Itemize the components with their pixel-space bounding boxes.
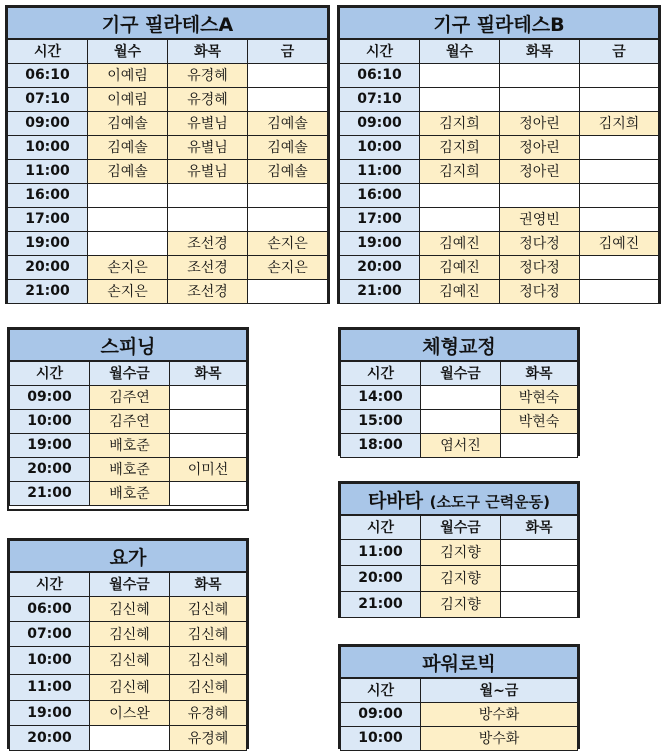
instructor-cell: 김주연 — [90, 409, 170, 433]
instructor-cell: 조선경 — [168, 255, 248, 279]
instructor-cell — [248, 279, 328, 303]
instructor-cell: 손지은 — [88, 279, 168, 303]
table-row — [340, 159, 659, 183]
table-row — [340, 111, 659, 135]
column-header: 금 — [580, 39, 659, 63]
column-header: 시간 — [10, 361, 90, 385]
table-row — [341, 591, 578, 617]
time-cell: 19:00 — [10, 700, 90, 725]
instructor-cell: 김신혜 — [90, 674, 170, 700]
instructor-cell: 김신혜 — [90, 621, 170, 646]
instructor-cell: 김지향 — [421, 539, 501, 565]
time-cell: 06:00 — [10, 596, 90, 621]
instructor-cell: 정다정 — [500, 231, 580, 255]
table-row — [8, 63, 328, 87]
instructor-cell: 이예림 — [88, 87, 168, 111]
time-cell: 20:00 — [10, 725, 90, 750]
table-row — [10, 621, 247, 646]
instructor-cell: 유경혜 — [168, 63, 248, 87]
schedule-table — [339, 7, 659, 304]
instructor-cell: 유경혜 — [170, 700, 247, 725]
instructor-cell: 김예솔 — [88, 159, 168, 183]
instructor-cell — [248, 207, 328, 231]
table-row — [8, 135, 328, 159]
time-cell: 09:00 — [340, 111, 420, 135]
instructor-cell — [90, 725, 170, 750]
table-row — [341, 409, 578, 433]
time-cell: 21:00 — [341, 591, 421, 617]
column-header: 월수금 — [421, 515, 501, 539]
instructor-cell — [580, 87, 659, 111]
time-cell: 19:00 — [10, 433, 90, 457]
instructor-cell — [501, 591, 578, 617]
column-header: 시간 — [8, 39, 88, 63]
instructor-cell — [168, 207, 248, 231]
time-cell: 20:00 — [10, 457, 90, 481]
table-row — [340, 279, 659, 303]
schedule-subtitle: (소도구 근력운동) — [429, 492, 551, 511]
instructor-cell: 정아린 — [500, 111, 580, 135]
schedule-title: 체형교정 — [341, 330, 578, 362]
instructor-cell — [170, 433, 247, 457]
column-header: 시간 — [10, 572, 90, 596]
time-cell: 17:00 — [8, 207, 88, 231]
instructor-cell: 권영빈 — [500, 207, 580, 231]
instructor-cell — [420, 63, 500, 87]
instructor-cell: 김예진 — [420, 279, 500, 303]
column-header: 화목 — [501, 515, 578, 539]
schedule-table — [9, 540, 247, 751]
instructor-cell — [170, 481, 247, 505]
time-cell: 09:00 — [10, 385, 90, 409]
time-cell: 07:10 — [8, 87, 88, 111]
column-header: 금 — [248, 39, 328, 63]
instructor-cell: 김신혜 — [170, 646, 247, 674]
time-cell: 17:00 — [340, 207, 420, 231]
instructor-cell: 김신혜 — [170, 674, 247, 700]
time-cell: 20:00 — [8, 255, 88, 279]
time-cell: 10:00 — [10, 409, 90, 433]
time-cell: 11:00 — [10, 674, 90, 700]
instructor-cell: 김신혜 — [90, 646, 170, 674]
table-row — [340, 135, 659, 159]
column-header: 화목 — [170, 361, 247, 385]
schedule-table — [340, 483, 578, 618]
instructor-cell: 손지은 — [248, 255, 328, 279]
time-cell: 19:00 — [340, 231, 420, 255]
instructor-cell: 조선경 — [168, 279, 248, 303]
instructor-cell: 방수화 — [421, 702, 578, 726]
table-row — [10, 596, 247, 621]
instructor-cell — [580, 207, 659, 231]
instructor-cell: 유별님 — [168, 159, 248, 183]
instructor-cell: 김예솔 — [88, 135, 168, 159]
instructor-cell: 배호준 — [90, 481, 170, 505]
instructor-cell — [88, 231, 168, 255]
column-header: 월~금 — [421, 678, 578, 702]
instructor-cell: 김신혜 — [170, 621, 247, 646]
time-cell: 19:00 — [8, 231, 88, 255]
table-row — [8, 159, 328, 183]
table-row — [10, 700, 247, 725]
instructor-cell: 정다정 — [500, 255, 580, 279]
table-row — [8, 87, 328, 111]
column-header: 월수금 — [90, 361, 170, 385]
time-cell: 10:00 — [341, 726, 421, 750]
time-cell: 11:00 — [341, 539, 421, 565]
instructor-cell — [501, 433, 578, 457]
instructor-cell: 김예솔 — [248, 135, 328, 159]
table-row — [341, 565, 578, 591]
instructor-cell: 방수화 — [421, 726, 578, 750]
time-cell: 16:00 — [8, 183, 88, 207]
column-header: 시간 — [341, 361, 421, 385]
time-cell: 15:00 — [341, 409, 421, 433]
instructor-cell: 김신혜 — [90, 596, 170, 621]
instructor-cell — [421, 385, 501, 409]
column-header: 월수금 — [421, 361, 501, 385]
instructor-cell: 유경혜 — [170, 725, 247, 750]
instructor-cell: 손지은 — [88, 255, 168, 279]
instructor-cell: 정아린 — [500, 135, 580, 159]
time-cell: 09:00 — [341, 702, 421, 726]
schedule-power-aerobic — [338, 644, 580, 749]
schedule-title: 파워로빅 — [341, 647, 578, 679]
instructor-cell: 박현숙 — [501, 385, 578, 409]
schedule-tabata — [338, 481, 580, 618]
time-cell: 07:00 — [10, 621, 90, 646]
table-row — [10, 409, 247, 433]
column-header: 월수 — [420, 39, 500, 63]
schedule-yoga — [7, 538, 249, 749]
instructor-cell: 배호준 — [90, 433, 170, 457]
table-row — [10, 385, 247, 409]
schedule-title — [341, 484, 578, 516]
table-row — [341, 726, 578, 750]
instructor-cell: 염서진 — [421, 433, 501, 457]
column-header: 화목 — [170, 572, 247, 596]
instructor-cell: 김지희 — [420, 111, 500, 135]
column-header: 화목 — [500, 39, 580, 63]
instructor-cell — [501, 539, 578, 565]
time-cell: 07:10 — [340, 87, 420, 111]
schedule-title: 기구 필라테스A — [8, 8, 328, 40]
table-row — [10, 725, 247, 750]
instructor-cell: 김신혜 — [170, 596, 247, 621]
time-cell: 21:00 — [340, 279, 420, 303]
time-cell: 11:00 — [340, 159, 420, 183]
column-header: 시간 — [341, 515, 421, 539]
instructor-cell — [580, 159, 659, 183]
time-cell: 21:00 — [8, 279, 88, 303]
instructor-cell: 김예솔 — [248, 159, 328, 183]
instructor-cell: 김주연 — [90, 385, 170, 409]
table-row — [341, 433, 578, 457]
time-cell: 20:00 — [340, 255, 420, 279]
schedule-pilates-a — [5, 5, 330, 304]
time-cell: 20:00 — [341, 565, 421, 591]
column-header: 화목 — [501, 361, 578, 385]
column-header: 시간 — [340, 39, 420, 63]
time-cell: 10:00 — [8, 135, 88, 159]
schedule-title-main: 타바타 — [367, 489, 424, 512]
instructor-cell: 유별님 — [168, 111, 248, 135]
schedule-table — [7, 7, 328, 304]
time-cell: 06:10 — [8, 63, 88, 87]
table-row — [341, 539, 578, 565]
instructor-cell — [170, 385, 247, 409]
instructor-cell — [580, 63, 659, 87]
instructor-cell: 정다정 — [500, 279, 580, 303]
instructor-cell — [500, 63, 580, 87]
table-row — [10, 457, 247, 481]
table-row — [8, 111, 328, 135]
instructor-cell — [501, 565, 578, 591]
table-row — [8, 207, 328, 231]
table-row — [8, 231, 328, 255]
table-row — [8, 255, 328, 279]
instructor-cell — [420, 183, 500, 207]
time-cell: 10:00 — [340, 135, 420, 159]
time-cell: 10:00 — [10, 646, 90, 674]
instructor-cell: 정아린 — [500, 159, 580, 183]
time-cell: 09:00 — [8, 111, 88, 135]
instructor-cell — [500, 183, 580, 207]
instructor-cell: 김예진 — [420, 255, 500, 279]
table-row — [340, 255, 659, 279]
instructor-cell — [88, 183, 168, 207]
schedule-title: 스피닝 — [10, 330, 247, 362]
instructor-cell: 이스완 — [90, 700, 170, 725]
instructor-cell — [248, 183, 328, 207]
time-cell: 18:00 — [341, 433, 421, 457]
schedule-title: 기구 필라테스B — [340, 8, 659, 40]
instructor-cell: 유별님 — [168, 135, 248, 159]
schedule-pilates-b — [337, 5, 661, 304]
instructor-cell — [420, 207, 500, 231]
instructor-cell — [248, 63, 328, 87]
instructor-cell: 김지희 — [580, 111, 659, 135]
instructor-cell — [421, 409, 501, 433]
instructor-cell — [580, 279, 659, 303]
instructor-cell: 김지희 — [420, 159, 500, 183]
time-cell: 11:00 — [8, 159, 88, 183]
instructor-cell — [500, 87, 580, 111]
table-row — [340, 87, 659, 111]
table-row — [8, 279, 328, 303]
column-header: 시간 — [341, 678, 421, 702]
table-row — [10, 433, 247, 457]
instructor-cell: 조선경 — [168, 231, 248, 255]
instructor-cell — [170, 409, 247, 433]
instructor-cell: 김지희 — [420, 135, 500, 159]
time-cell: 21:00 — [10, 481, 90, 505]
instructor-cell: 손지은 — [248, 231, 328, 255]
instructor-cell — [88, 207, 168, 231]
instructor-cell — [580, 183, 659, 207]
instructor-cell: 박현숙 — [501, 409, 578, 433]
instructor-cell: 김예진 — [580, 231, 659, 255]
instructor-cell: 김예진 — [420, 231, 500, 255]
time-cell: 16:00 — [340, 183, 420, 207]
table-row — [341, 385, 578, 409]
time-cell: 14:00 — [341, 385, 421, 409]
table-row — [340, 63, 659, 87]
time-cell: 06:10 — [340, 63, 420, 87]
column-header: 월수 — [88, 39, 168, 63]
column-header: 화목 — [168, 39, 248, 63]
column-header: 월수금 — [90, 572, 170, 596]
table-row — [10, 674, 247, 700]
instructor-cell — [248, 87, 328, 111]
instructor-cell: 이미선 — [170, 457, 247, 481]
schedule-table — [9, 329, 247, 506]
instructor-cell — [580, 135, 659, 159]
instructor-cell: 김예솔 — [88, 111, 168, 135]
instructor-cell: 김예솔 — [248, 111, 328, 135]
schedule-posture — [338, 327, 580, 456]
instructor-cell — [420, 87, 500, 111]
instructor-cell: 배호준 — [90, 457, 170, 481]
instructor-cell — [168, 183, 248, 207]
table-row — [340, 183, 659, 207]
table-row — [340, 207, 659, 231]
instructor-cell: 김지향 — [421, 591, 501, 617]
schedule-title: 요가 — [10, 541, 247, 573]
table-row — [8, 183, 328, 207]
instructor-cell — [580, 255, 659, 279]
table-row — [10, 481, 247, 505]
table-row — [10, 646, 247, 674]
table-row — [341, 702, 578, 726]
schedule-table — [340, 646, 578, 751]
table-row — [340, 231, 659, 255]
instructor-cell: 김지향 — [421, 565, 501, 591]
schedule-spinning — [7, 327, 249, 511]
schedule-table — [340, 329, 578, 458]
instructor-cell: 유경혜 — [168, 87, 248, 111]
instructor-cell: 이예림 — [88, 63, 168, 87]
